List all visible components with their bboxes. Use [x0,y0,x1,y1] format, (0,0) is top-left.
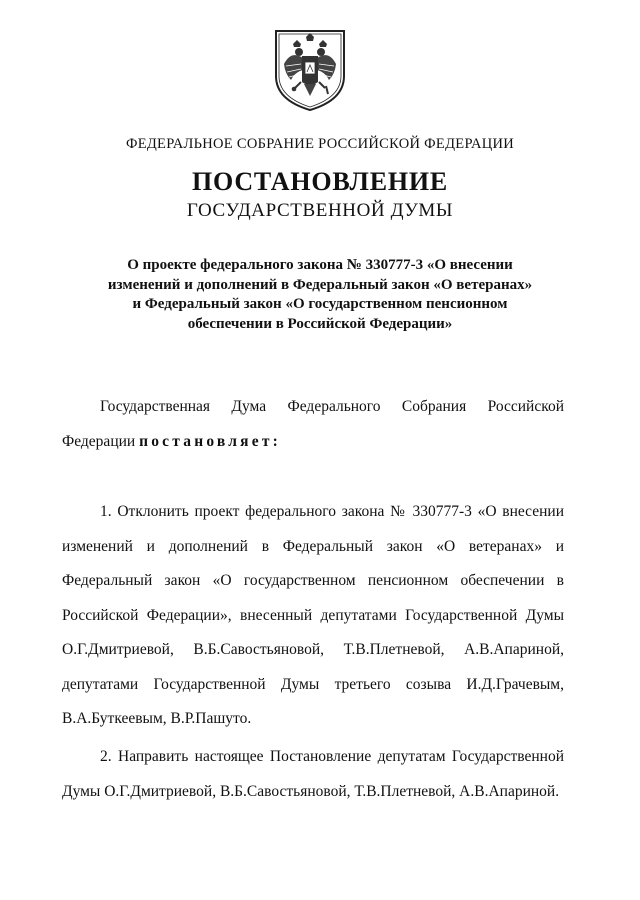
preamble-paragraph [62,390,564,459]
assembly-heading: ФЕДЕРАЛЬНОЕ СОБРАНИЕ РОССИЙСКОЙ ФЕДЕРАЦИИ [125,136,515,152]
decree-word: постановляет: [139,432,281,450]
item-paragraph-1 [62,495,564,737]
subject-line: изменений и дополнений в Федеральный закон «О ветеранах» [107,276,533,293]
subject-line: О проекте федерального закона № 330777-3 «О внесении [127,257,513,273]
document-subtitle: ГОСУДАРСТВЕННОЙ ДУМЫ [186,200,454,221]
subject-line: обеспечении в Российской Федерации» [187,315,453,332]
item-paragraph-2 [62,740,564,809]
subject-line: и Федеральный закон «О государственном пенсионном [132,296,508,312]
coat-of-arms-icon [273,28,347,112]
item-text: 1. Отклонить проект федерального закона № 330777-3 «О внесении изменений и дополнений в Федеральный закон «О ветеранах» и Федеральный закон «О государственном пенсионном обеспечении в Российской Федерации», внесенный депутатами Государственной Думы О.Г.Дмитриевой, В.Б.Савостьяновой, Т.В.Плетневой, А.В.Апариной, депутатами Государственной Думы третьего созыва И.Д.Грачевым, В.А.Буткеевым, В.Р.Пашуто. [62,503,564,727]
document-title: ПОСТАНОВЛЕНИЕ [191,167,449,196]
preamble-text: Государственная Дума Федерального Собрания Российской Федерации [62,398,564,450]
item-text: 2. Направить настоящее Постановление депутатам Государственной Думы О.Г.Дмитриевой, В.Б.Савостьяновой, Т.В.Плетневой, А.В.Апариной. [62,748,564,800]
resolution-subject [60,256,580,334]
